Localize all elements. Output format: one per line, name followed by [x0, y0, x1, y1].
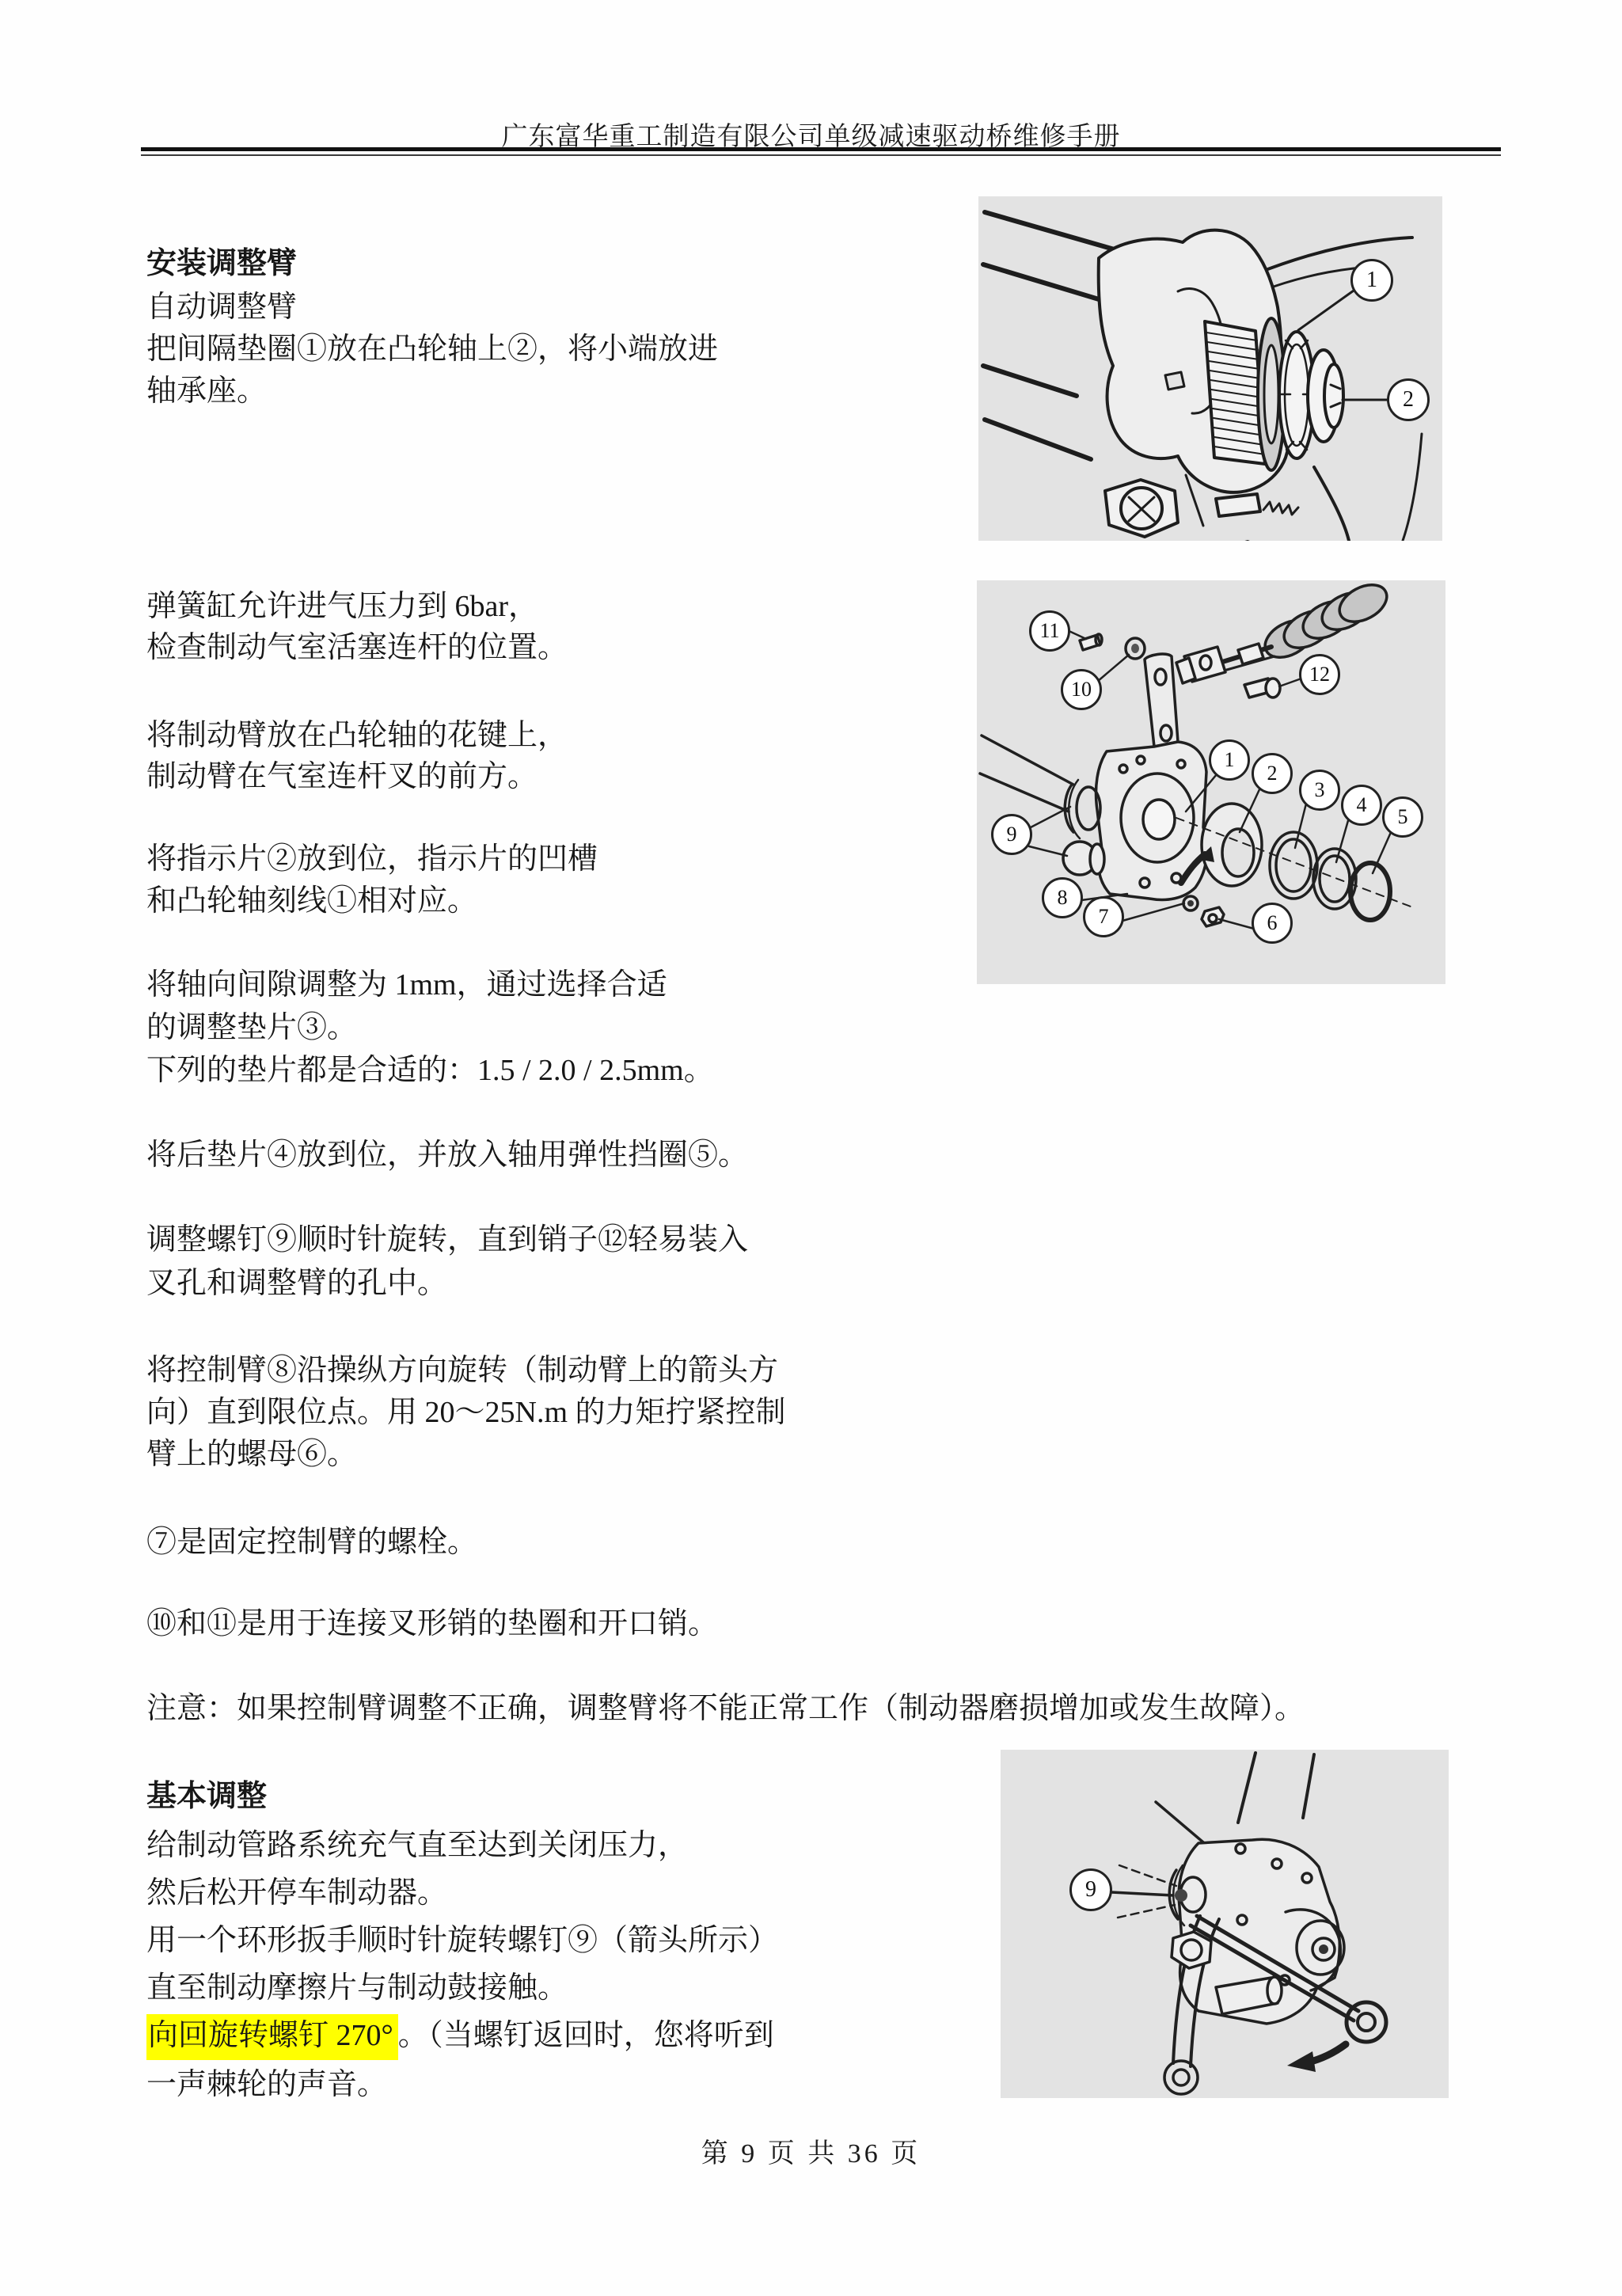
- section-heading-install-adjuster: 安装调整臂: [146, 247, 298, 280]
- text-line: 把间隔垫圈①放在凸轮轴上②，将小端放进: [146, 333, 719, 366]
- text-line: 一声棘轮的声音。: [146, 2068, 388, 2101]
- text-line: 和凸轮轴刻线①相对应。: [146, 884, 478, 918]
- figure2-callout-5: 5: [1382, 796, 1423, 838]
- figure3-callout-9: 9: [1069, 1868, 1112, 1911]
- figure1-callout-1: 1: [1350, 259, 1393, 302]
- figure-camshaft-spacer-art: [978, 196, 1442, 541]
- figure2-callout-4: 4: [1341, 785, 1382, 826]
- figure2-callout-12: 12: [1299, 654, 1340, 695]
- figure2-callout-10: 10: [1061, 669, 1102, 710]
- figure-adjuster-exploded-view: [977, 580, 1445, 984]
- figure2-callout-11: 11: [1029, 610, 1070, 652]
- text-line: 轴承座。: [146, 374, 268, 408]
- text-line: 将轴向间隙调整为 1mm，通过选择合适: [146, 968, 667, 1002]
- text-line: ⑩和⑪是用于连接叉形销的垫圈和开口销。: [146, 1607, 719, 1640]
- text-line: 检查制动气室活塞连杆的位置。: [146, 631, 568, 664]
- figure-camshaft-spacer: [978, 196, 1442, 541]
- text-line: 将指示片②放到位，指示片的凹槽: [146, 842, 598, 876]
- figure2-callout-1: 1: [1209, 739, 1250, 781]
- text-line: 臂上的螺母⑥。: [146, 1438, 358, 1471]
- text-line: 给制动管路系统充气直至达到关闭压力，: [146, 1829, 689, 1862]
- figure2-callout-9: 9: [991, 814, 1032, 855]
- header-divider: [141, 147, 1501, 156]
- figure2-callout-7: 7: [1083, 896, 1124, 937]
- highlight-span: 向回旋转螺钉 270°: [146, 2014, 398, 2060]
- text-line: 自动调整臂: [146, 291, 298, 324]
- highlighted-text-line: [146, 2019, 774, 2054]
- page-header-title: 广东富华重工制造有限公司单级减速驱动桥维修手册: [501, 123, 1121, 151]
- text-line: 直至制动摩擦片与制动鼓接触。: [146, 1971, 568, 2005]
- page-footer: 第 9 页 共 36 页: [701, 2139, 921, 2169]
- text-line: 调整螺钉⑨顺时针旋转，直到销子⑫轻易装入: [146, 1223, 749, 1256]
- text-line: 向）直到限位点。用 20～25N.m 的力矩拧紧控制: [146, 1396, 786, 1429]
- figure2-callout-2: 2: [1252, 753, 1293, 794]
- note-line: 注意：如果控制臂调整不正确，调整臂将不能正常工作（制动器磨损增加或发生故障）。: [146, 1692, 1305, 1725]
- text-line: 弹簧缸允许进气压力到 6bar，: [146, 590, 539, 623]
- figure2-callout-6: 6: [1252, 903, 1293, 944]
- text-line: 将控制臂⑧沿操纵方向旋转（制动臂上的箭头方: [146, 1354, 779, 1387]
- figure-basic-adjustment-art: [1001, 1750, 1449, 2098]
- section-heading-basic-adjustment: 基本调整: [146, 1780, 268, 1813]
- text-line: ⑦是固定控制臂的螺栓。: [146, 1526, 478, 1559]
- text-line: 用一个环形扳手顺时针旋转螺钉⑨（箭头所示）: [146, 1924, 779, 1957]
- highlight-rest-span: 。（当螺钉返回时，您将听到: [397, 2019, 774, 2052]
- figure1-callout-2: 2: [1387, 378, 1430, 421]
- text-line: 下列的垫片都是合适的：1.5 / 2.0 / 2.5mm。: [146, 1054, 714, 1087]
- figure2-callout-3: 3: [1299, 770, 1340, 811]
- text-line: 然后松开停车制动器。: [146, 1876, 448, 1910]
- text-line: 叉孔和调整臂的孔中。: [146, 1267, 448, 1300]
- text-line: 将制动臂放在凸轮轴的花键上，: [146, 719, 568, 752]
- text-line: 制动臂在气室连杆叉的前方。: [146, 760, 538, 793]
- text-line: 将后垫片④放到位，并放入轴用弹性挡圈⑤。: [146, 1138, 749, 1172]
- figure2-callout-8: 8: [1042, 877, 1083, 918]
- text-line: 的调整垫片③。: [146, 1011, 358, 1044]
- figure-basic-adjustment-wrench: [1001, 1750, 1449, 2098]
